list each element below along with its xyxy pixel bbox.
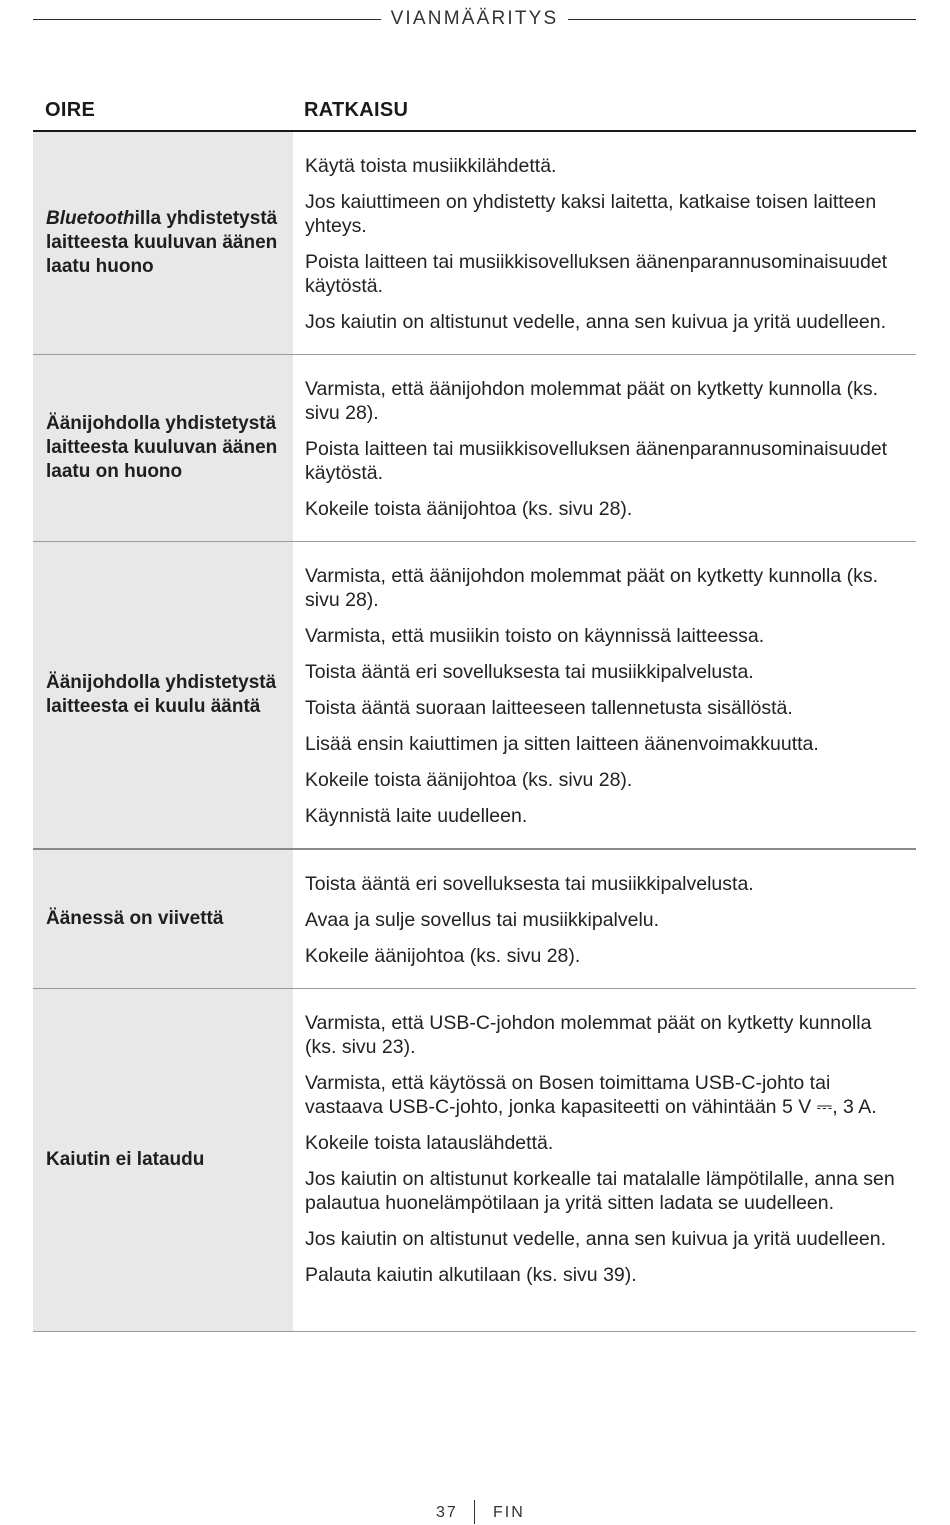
solution-item: Lisää ensin kaiuttimen ja sitten laitteen äänenvoimakkuutta. — [305, 733, 819, 755]
symptom-cell — [33, 989, 293, 1331]
solution-item: Varmista, että USB-C-johdon molemmat päät on kytketty kunnolla (ks. sivu 23). — [305, 1012, 872, 1058]
solution-item: Kokeile toista äänijohtoa (ks. sivu 28). — [305, 769, 633, 791]
solution-item: Kokeile toista latauslähdettä. — [305, 1132, 554, 1154]
solution-item: Varmista, että käytössä on Bosen toimittama USB-C-johto tai vastaava USB-C-johto, jonka kapasiteetti on vähintään 5 V ⎓, 3 A. — [305, 1072, 877, 1118]
solution-item: Avaa ja sulje sovellus tai musiikkipalvelu. — [305, 909, 660, 931]
solution-item: Kokeile toista äänijohtoa (ks. sivu 28). — [305, 498, 633, 520]
header-rule-left — [33, 19, 381, 20]
solution-cell — [293, 989, 916, 1331]
column-header-symptom: OIRE — [45, 99, 96, 121]
solution-item: Jos kaiutin on altistunut vedelle, anna sen kuivua ja yritä uudelleen. — [305, 1228, 887, 1250]
header-rule-right — [568, 19, 916, 20]
solution-item: Käynnistä laite uudelleen. — [305, 805, 528, 827]
solution-item: Toista ääntä suoraan laitteeseen tallennetusta sisällöstä. — [305, 697, 793, 719]
page-number: 37 — [436, 1504, 458, 1521]
solution-item: Kokeile äänijohtoa (ks. sivu 28). — [305, 945, 581, 967]
symptom-text: illa yhdistetystä laitteesta kuuluvan äänen laatu huono — [46, 208, 278, 277]
solution-item: Toista ääntä eri sovelluksesta tai musiikkipalvelusta. — [305, 873, 754, 895]
column-header-solution: RATKAISU — [304, 99, 409, 121]
symptom-cell — [33, 542, 293, 848]
solution-item: Toista ääntä eri sovelluksesta tai musiikkipalvelusta. — [305, 661, 754, 683]
footer-separator — [474, 1500, 475, 1524]
solution-item: Jos kaiutin on altistunut korkealle tai matalalle lämpötilalle, anna sen palautua huonelämpötilaan ja yritä sitten ladata se uudelleen. — [305, 1168, 895, 1214]
symptom-cell — [33, 850, 293, 988]
symptom-text: Äänijohdolla yhdistetystä laitteesta ei kuulu ääntä — [46, 672, 277, 717]
symptom-text: Äänijohdolla yhdistetystä laitteesta kuuluvan äänen laatu on huono — [46, 413, 278, 482]
symptom-cell — [33, 355, 293, 541]
solution-item: Varmista, että äänijohdon molemmat päät on kytketty kunnolla (ks. sivu 28). — [305, 565, 879, 611]
section-title: VIANMÄÄRITYS — [390, 8, 559, 29]
solution-cell — [293, 132, 916, 354]
table-row — [33, 355, 916, 542]
symptom-cell — [33, 132, 293, 354]
table-row — [33, 132, 916, 355]
solution-item: Varmista, että äänijohdon molemmat päät on kytketty kunnolla (ks. sivu 28). — [305, 378, 879, 424]
symptom-text: Äänessä on viivettä — [46, 908, 224, 929]
table-row — [33, 989, 916, 1332]
solution-cell — [293, 355, 916, 541]
symptom-text: Kaiutin ei lataudu — [46, 1149, 205, 1170]
solution-item: Palauta kaiutin alkutilaan (ks. sivu 39). — [305, 1264, 637, 1286]
table-row — [33, 542, 916, 850]
language-code: FIN — [493, 1504, 525, 1521]
troubleshooting-table — [33, 132, 916, 1332]
table-row — [33, 850, 916, 989]
solution-item: Varmista, että musiikin toisto on käynnissä laitteessa. — [305, 625, 765, 647]
solution-item: Poista laitteen tai musiikkisovelluksen äänenparannusominaisuudet käytöstä. — [305, 438, 888, 484]
solution-item: Jos kaiutin on altistunut vedelle, anna sen kuivua ja yritä uudelleen. — [305, 311, 887, 333]
symptom-emphasis: Bluetooth — [46, 208, 135, 229]
solution-item: Jos kaiuttimeen on yhdistetty kaksi laitetta, katkaise toisen laitteen yhteys. — [305, 191, 877, 237]
solution-item: Poista laitteen tai musiikkisovelluksen äänenparannusominaisuudet käytöstä. — [305, 251, 888, 297]
solution-cell — [293, 850, 916, 988]
solution-item: Käytä toista musiikkilähdettä. — [305, 155, 557, 177]
solution-cell — [293, 542, 916, 848]
